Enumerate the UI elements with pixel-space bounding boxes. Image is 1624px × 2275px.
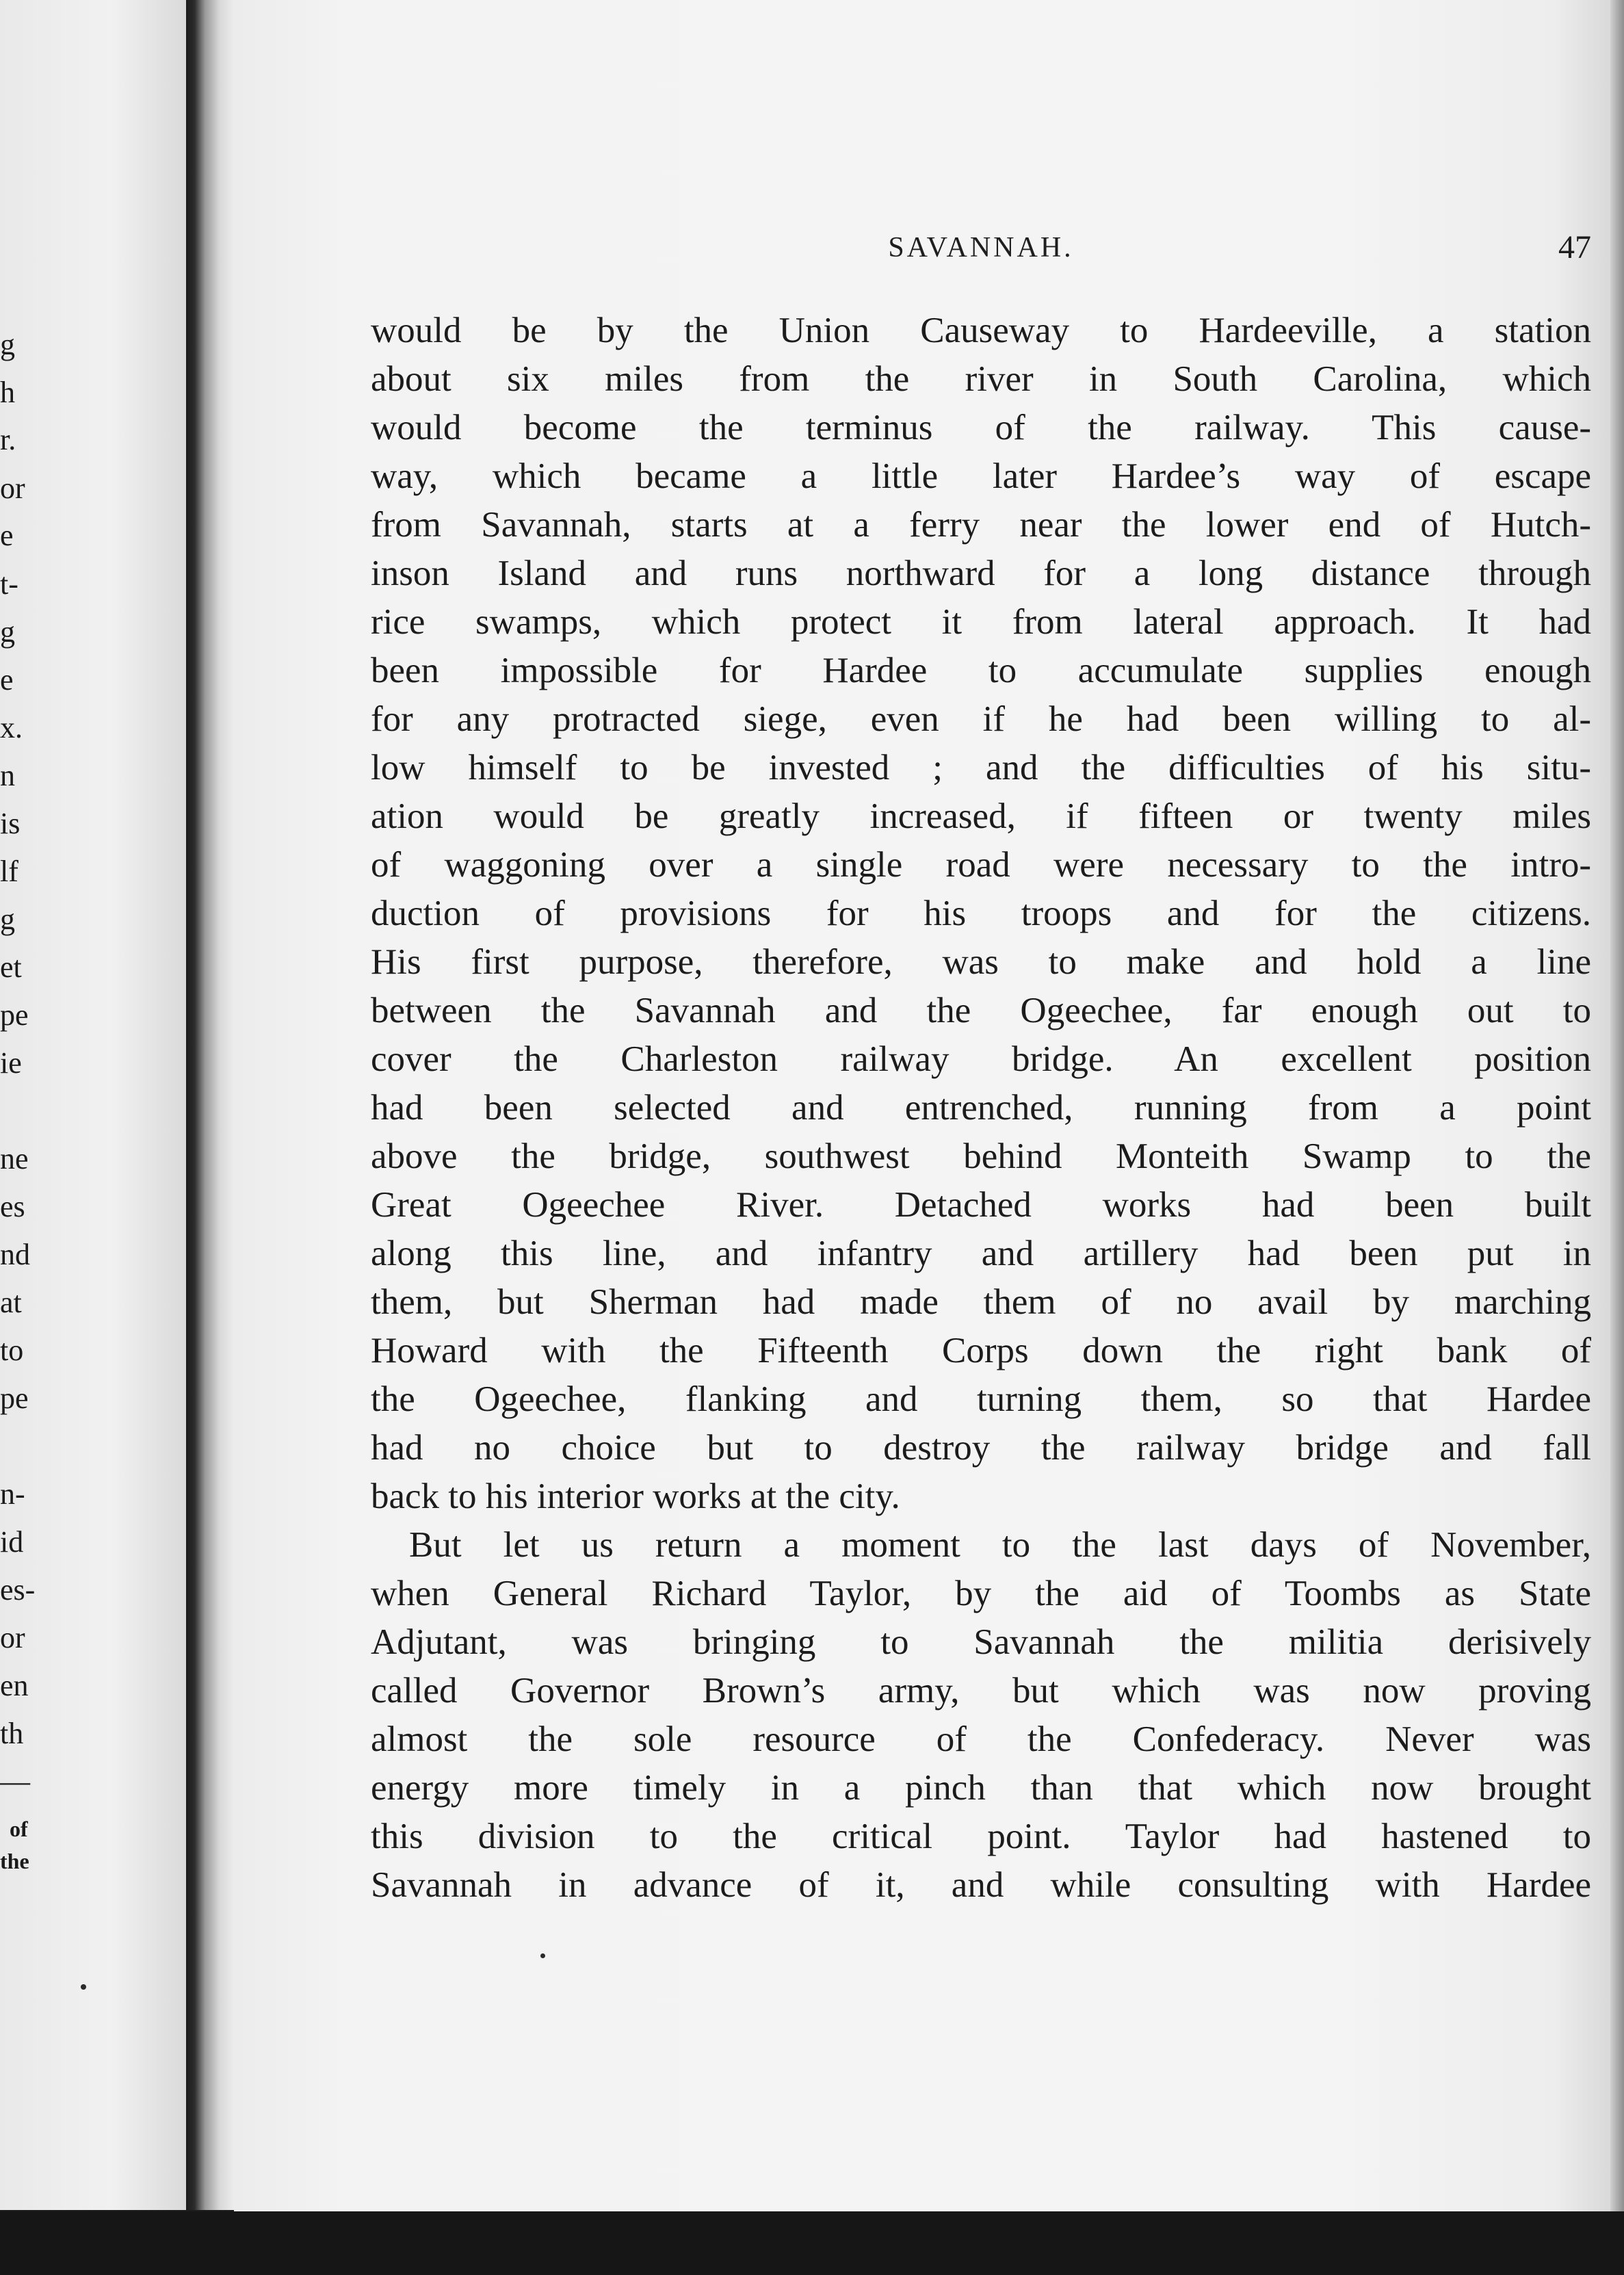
facing-page-fragment: n- (0, 1477, 25, 1511)
facing-page-fragment: or (0, 1621, 25, 1654)
facing-page-fragment: h (0, 376, 15, 409)
running-head: SAVANNAH. (888, 232, 1074, 263)
text-line: almost the sole resource of the Confederacy. Never was (371, 1719, 1591, 1759)
facing-page-fragment: t- (0, 567, 18, 601)
text-line: them, but Sherman had made them of no avail by marching (371, 1282, 1591, 1322)
facing-page-fragment: ne (0, 1142, 29, 1175)
facing-page-fragment: — (0, 1765, 30, 1798)
text-line: about six miles from the river in South Carolina, which (371, 359, 1591, 399)
text-line: when General Richard Taylor, by the aid of Toombs as State (371, 1574, 1591, 1613)
text-line: had no choice but to destroy the railway bridge and fall (371, 1428, 1591, 1468)
text-line: this division to the critical point. Taylor had hastened to (371, 1817, 1591, 1856)
text-line: Adjutant, was bringing to Savannah the militia derisively (371, 1622, 1591, 1662)
page-edge-shadow (1610, 0, 1624, 2275)
text-line: called Governor Brown’s army, but which was now proving (371, 1671, 1591, 1711)
text-line: low himself to be invested ; and the difficulties of his situ- (371, 748, 1591, 788)
facing-page-fragment: es (0, 1190, 25, 1223)
text-line: Howard with the Fifteenth Corps down the right bank of (371, 1331, 1591, 1370)
facing-page-fragment: at (0, 1286, 22, 1319)
text-line: way, which became a little later Hardee’s way of escape (371, 456, 1591, 496)
facing-page-fragment: g (0, 328, 15, 361)
text-line: Great Ogeechee River. Detached works had been built (371, 1185, 1591, 1225)
page-header (371, 231, 1591, 272)
facing-page-fragment: e (0, 519, 14, 552)
facing-page-fragment: e (0, 663, 14, 697)
book-gutter (186, 0, 234, 2210)
text-line: cover the Charleston railway bridge. An excellent position (371, 1039, 1591, 1079)
facing-page-footnote-fragment: of (10, 1817, 28, 1841)
text-line: would be by the Union Causeway to Hardeeville, a station (371, 311, 1591, 350)
body-text (371, 307, 1591, 1910)
facing-page-fragment: to (0, 1334, 24, 1367)
facing-page-fragment: x. (0, 711, 23, 744)
text-line: been impossible for Hardee to accumulate supplies enough (371, 651, 1591, 690)
facing-page-fragment: ie (0, 1046, 22, 1080)
text-line: rice swamps, which protect it from lateral approach. It had (371, 602, 1591, 642)
text-line: for any protracted siege, even if he had been willing to al- (371, 699, 1591, 739)
page-number: 47 (1558, 229, 1591, 265)
ink-speck (540, 1953, 545, 1958)
text-line: ation would be greatly increased, if fifteen or twenty miles (371, 796, 1591, 836)
paragraph-start-line: But let us return a moment to the last days of November, (409, 1525, 1591, 1565)
text-line: duction of provisions for his troops and for the citizens. (371, 894, 1591, 933)
facing-page-fragment: lf (0, 855, 18, 888)
facing-page-edge (0, 0, 186, 2210)
facing-page-fragment: is (0, 807, 21, 840)
text-line: along this line, and infantry and artillery had been put in (371, 1234, 1591, 1273)
text-line: had been selected and entrenched, running from a point (371, 1088, 1591, 1128)
facing-page-fragment: id (0, 1525, 24, 1559)
facing-page-fragment: nd (0, 1238, 30, 1271)
text-line: energy more timely in a pinch than that which now brought (371, 1768, 1591, 1808)
scan-bottom-shadow (0, 2211, 1624, 2275)
facing-page-fragment: n (0, 759, 15, 792)
paragraph-end-line: back to his interior works at the city. (371, 1477, 900, 1516)
facing-page-fragment: g (0, 615, 15, 649)
facing-page-footnote-fragment: the (0, 1849, 29, 1873)
text-line: inson Island and runs northward for a long distance through (371, 554, 1591, 593)
text-line: Savannah in advance of it, and while consulting with Hardee (371, 1865, 1591, 1905)
facing-page-fragment: or (0, 471, 25, 505)
facing-page-fragment: es- (0, 1573, 36, 1607)
facing-page-fragment: et (0, 950, 22, 984)
text-line: would become the terminus of the railway. This cause- (371, 408, 1591, 447)
text-line: the Ogeechee, flanking and turning them, so that Hardee (371, 1379, 1591, 1419)
facing-page-fragment: th (0, 1717, 24, 1750)
facing-page-fragment: g (0, 902, 15, 936)
facing-page-fragment: pe (0, 998, 29, 1032)
text-line: from Savannah, starts at a ferry near the lower end of Hutch- (371, 505, 1591, 545)
text-line: between the Savannah and the Ogeechee, far enough out to (371, 991, 1591, 1030)
facing-page-fragment: r. (0, 423, 16, 456)
text-line: above the bridge, southwest behind Monteith Swamp to the (371, 1136, 1591, 1176)
ink-speck (81, 1984, 86, 1990)
facing-page-fragment: pe (0, 1381, 29, 1415)
facing-page-fragment: en (0, 1669, 29, 1702)
text-line: of waggoning over a single road were necessary to the intro- (371, 845, 1591, 885)
book-page (234, 0, 1610, 2217)
text-line: His first purpose, therefore, was to make and hold a line (371, 942, 1591, 982)
